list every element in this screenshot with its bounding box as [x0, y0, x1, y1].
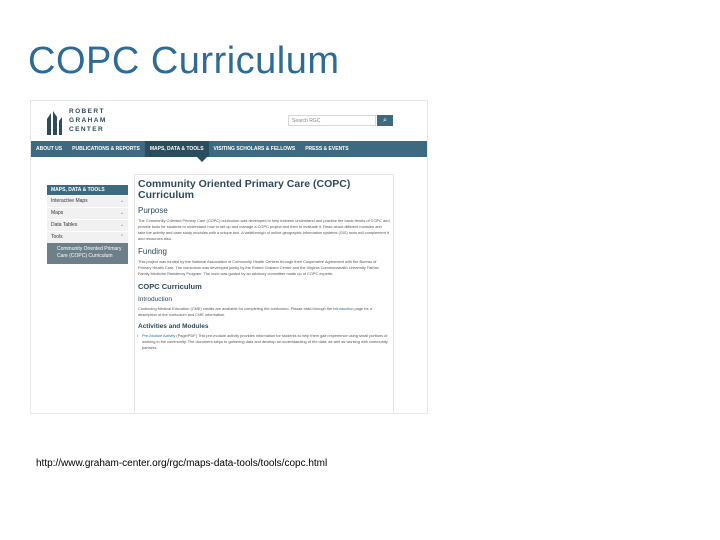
- logo-line-3: CENTER: [69, 126, 105, 133]
- nav-press-events[interactable]: PRESS & EVENTS: [305, 146, 349, 152]
- logo-text: [69, 107, 107, 134]
- intro-text-a: Continuing Medical Education (CME) credits are available for completing the curriculum. Please read through the: [138, 306, 333, 311]
- chevron-down-icon: ⌄: [119, 222, 124, 228]
- activities-heading: Activities and Modules: [138, 323, 209, 330]
- nav-about-us[interactable]: ABOUT US: [36, 146, 63, 152]
- search-input[interactable]: Search RGC: [288, 115, 376, 126]
- sidebar-item-maps[interactable]: [47, 207, 128, 219]
- sidebar-item-label: Interactive Maps: [51, 198, 88, 204]
- nav-maps-data-tools[interactable]: MAPS, DATA & TOOLS: [145, 141, 209, 157]
- list-item: [138, 333, 390, 351]
- sidebar: [47, 185, 128, 264]
- slide-title: COPC Curriculum: [28, 40, 340, 82]
- article-content: [134, 174, 394, 414]
- sidebar-item-label: Data Tables: [51, 222, 78, 228]
- pre-module-activity-link[interactable]: Pre-Module Activity: [142, 333, 176, 338]
- main-nav: [31, 141, 427, 157]
- introduction-link[interactable]: introduction: [333, 306, 354, 311]
- sidebar-subitem-copc[interactable]: Community Oriented Primary Care (COPC) Curriculum: [47, 243, 128, 264]
- chevron-down-icon: ⌄: [119, 210, 124, 216]
- nav-visiting-scholars[interactable]: VISITING SCHOLARS & FELLOWS: [213, 146, 296, 152]
- source-url: http://www.graham-center.org/rgc/maps-data-tools/tools/copc.html: [36, 458, 328, 469]
- funding-heading: Funding: [138, 247, 167, 256]
- sidebar-item-label: Tools: [51, 234, 63, 240]
- chevron-down-icon: ⌄: [119, 198, 124, 204]
- funding-text: This project was funded by the National Association of Community Health Centers through their Cooperative Agreement with the Bureau of Primary Health Care. The curriculum was developed jointly by the Robert Graham Center and the Virginia Commonwealth University Fairfax Family Medicine Residency Program. The work was guided by an advisory committee made up of COPC experts.: [138, 259, 379, 276]
- website-screenshot: [30, 100, 428, 414]
- search-icon: ⌕: [383, 117, 387, 124]
- chevron-up-icon: ⌃: [119, 234, 124, 240]
- purpose-text: The Community Oriented Primary Care (COPC) curriculum was developed to help trainees understand and practice the basic tenets of COPC and provide tools for students to understand how to set up and manage a COPC project and then to evaluate it. Read about different modules and take the activity and case study modules with a unique tool. A walkthrough of online geographic information systems (GIS) tools will complement it and resources also.: [138, 218, 390, 241]
- active-nav-caret-icon: [197, 157, 207, 162]
- sidebar-item-interactive-maps[interactable]: [47, 195, 128, 207]
- logo-line-1: ROBERT: [69, 108, 105, 115]
- article-title: Community Oriented Primary Care (COPC) Curriculum: [138, 178, 351, 201]
- sidebar-item-data-tables[interactable]: [47, 219, 128, 231]
- logo-line-2: GRAHAM: [69, 117, 107, 124]
- nav-publications-reports[interactable]: PUBLICATIONS & REPORTS: [72, 146, 140, 152]
- logo-mark-icon: [45, 109, 63, 135]
- search-button[interactable]: [377, 115, 393, 126]
- intro-text-b: page for a description of the curriculum and CME information.: [138, 306, 373, 317]
- purpose-heading: Purpose: [138, 206, 168, 215]
- sidebar-item-label: Maps: [51, 210, 64, 216]
- introduction-heading: Introduction: [138, 296, 172, 303]
- introduction-text: [138, 306, 390, 318]
- bullet-text: (Page/PDF) This pre-module activity provides information for students to help them gain experience using small portions of working in the community. The document steps to gathering data and develop an understanding of the data, as well as working with community partners.: [142, 333, 388, 350]
- curriculum-heading: COPC Curriculum: [138, 282, 202, 291]
- sidebar-item-tools[interactable]: [47, 231, 128, 243]
- rgc-logo[interactable]: [45, 107, 135, 137]
- sidebar-heading: MAPS, DATA & TOOLS: [47, 185, 128, 195]
